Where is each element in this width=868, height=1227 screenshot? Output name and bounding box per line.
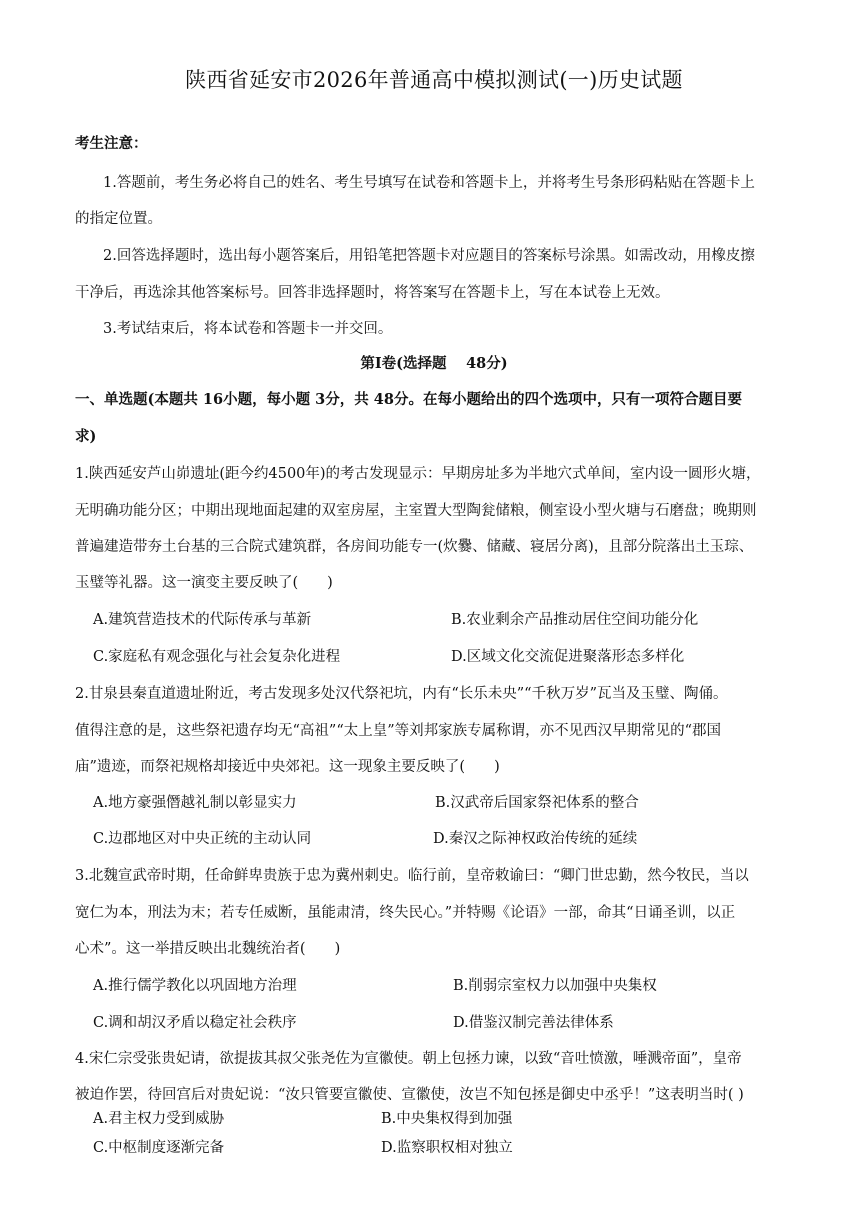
question-3-stem-line: 宽仁为本，刑法为末；若专任威断，虽能肃清，终失民心。”并特赐《论语》一部，命其“日诵圣训，以正 — [75, 905, 736, 921]
question-2-option-c[interactable]: C.边郡地区对中央正统的主动认同 — [93, 831, 312, 847]
notice-item-1-cont: 的指定位置。 — [75, 211, 162, 227]
question-2-stem-line: 庙”遗迹，而祭祀规格却接近中央郊祀。这一现象主要反映了( ) — [75, 759, 500, 775]
notice-item-2: 2.回答选择题时，选出每小题答案后，用铅笔把答题卡对应题目的答案标号涂黑。如需改动，用橡皮擦 — [103, 248, 755, 264]
question-1-stem: 1.陕西延安芦山峁遗址(距今约4500年)的考古发现显示：早期房址多为半地穴式单间，室内设一圆形火塘， — [75, 466, 761, 482]
question-2-option-b[interactable]: B.汉武帝后国家祭祀体系的整合 — [435, 795, 639, 811]
question-4-option-c[interactable]: C.中枢制度逐渐完备 — [93, 1140, 225, 1156]
question-1-option-a[interactable]: A.建筑营造技术的代际传承与革新 — [93, 612, 312, 628]
part-heading: 一、单选题(本题共 16小题，每小题 3分，共 48分。在每小题给出的四个选项中，只有一项符合题目要 — [75, 391, 742, 408]
notice-item-1: 1.答题前，考生务必将自己的姓名、考生号填写在试卷和答题卡上，并将考生号条形码粘贴在答题卡上 — [103, 175, 755, 191]
question-2-stem: 2.甘泉县秦直道遗址附近，考古发现多处汉代祭祀坑，内有“长乐未央”“千秋万岁”瓦当及玉璧、陶俑。 — [75, 686, 728, 702]
question-2-stem-line: 值得注意的是，这些祭祀遗存均无“高祖”“太上皇”等刘邦家族专属称谓，亦不见西汉早期常见的“郡国 — [75, 723, 722, 739]
section-heading: 第Ⅰ卷(选择题 48分) — [360, 355, 508, 372]
question-3-option-a[interactable]: A.推行儒学教化以巩固地方治理 — [93, 978, 297, 994]
question-1-option-c[interactable]: C.家庭私有观念强化与社会复杂化进程 — [93, 649, 341, 665]
notice-item-2-cont: 干净后，再选涂其他答案标号。回答非选择题时，将答案写在答题卡上，写在本试卷上无效。 — [75, 285, 670, 301]
notice-item-3: 3.考试结束后，将本试卷和答题卡一并交回。 — [103, 321, 393, 337]
question-3-option-d[interactable]: D.借鉴汉制完善法律体系 — [453, 1015, 614, 1031]
question-1-option-b[interactable]: B.农业剩余产品推动居住空间功能分化 — [451, 612, 699, 628]
question-2-option-a[interactable]: A.地方豪强僭越礼制以彰显实力 — [93, 795, 297, 811]
question-3-option-b[interactable]: B.削弱宗室权力以加强中央集权 — [453, 978, 657, 994]
question-1-stem-line: 普遍建造带夯土台基的三合院式建筑群，各房间功能专一(炊爨、储藏、寝居分离)，且部分院落出土玉琮、 — [75, 539, 754, 555]
question-4-option-a[interactable]: A.君主权力受到威胁 — [93, 1111, 225, 1127]
part-heading-cont: 求) — [75, 428, 97, 445]
notice-heading: 考生注意： — [75, 135, 148, 152]
question-1-option-d[interactable]: D.区域文化交流促进聚落形态多样化 — [451, 649, 685, 665]
page-title: 陕西省延安市2026年普通高中模拟测试(一)历史试题 — [185, 68, 683, 92]
question-4-stem: 4.宋仁宗受张贵妃请，欲提拔其叔父张尧佐为宣徽使。朝上包拯力谏，以致“音吐愤激，唾溅帝面”，皇帝 — [75, 1051, 742, 1067]
question-1-stem-line: 玉璧等礼器。这一演变主要反映了( ) — [75, 575, 333, 591]
question-3-stem: 3.北魏宣武帝时期，任命鲜卑贵族于忠为冀州刺史。临行前，皇帝敕谕曰：“卿门世忠勤，然今牧民，当以 — [75, 868, 749, 884]
question-4-option-b[interactable]: B.中央集权得到加强 — [381, 1111, 513, 1127]
question-3-option-c[interactable]: C.调和胡汉矛盾以稳定社会秩序 — [93, 1015, 297, 1031]
question-4-stem-line: 被迫作罢，待回宫后对贵妃说：“汝只管要宣徽使、宣徽使，汝岂不知包拯是御史中丞乎！”这表明当时( ) — [75, 1087, 744, 1103]
question-1-stem-line: 无明确功能分区；中期出现地面起建的双室房屋，主室置大型陶瓮储粮，侧室设小型火塘与石磨盘；晚期则 — [75, 503, 757, 519]
question-2-option-d[interactable]: D.秦汉之际神权政治传统的延续 — [433, 831, 638, 847]
question-3-stem-line: 心术”。这一举措反映出北魏统治者( ) — [75, 941, 341, 957]
question-4-option-d[interactable]: D.监察职权相对独立 — [381, 1140, 513, 1156]
